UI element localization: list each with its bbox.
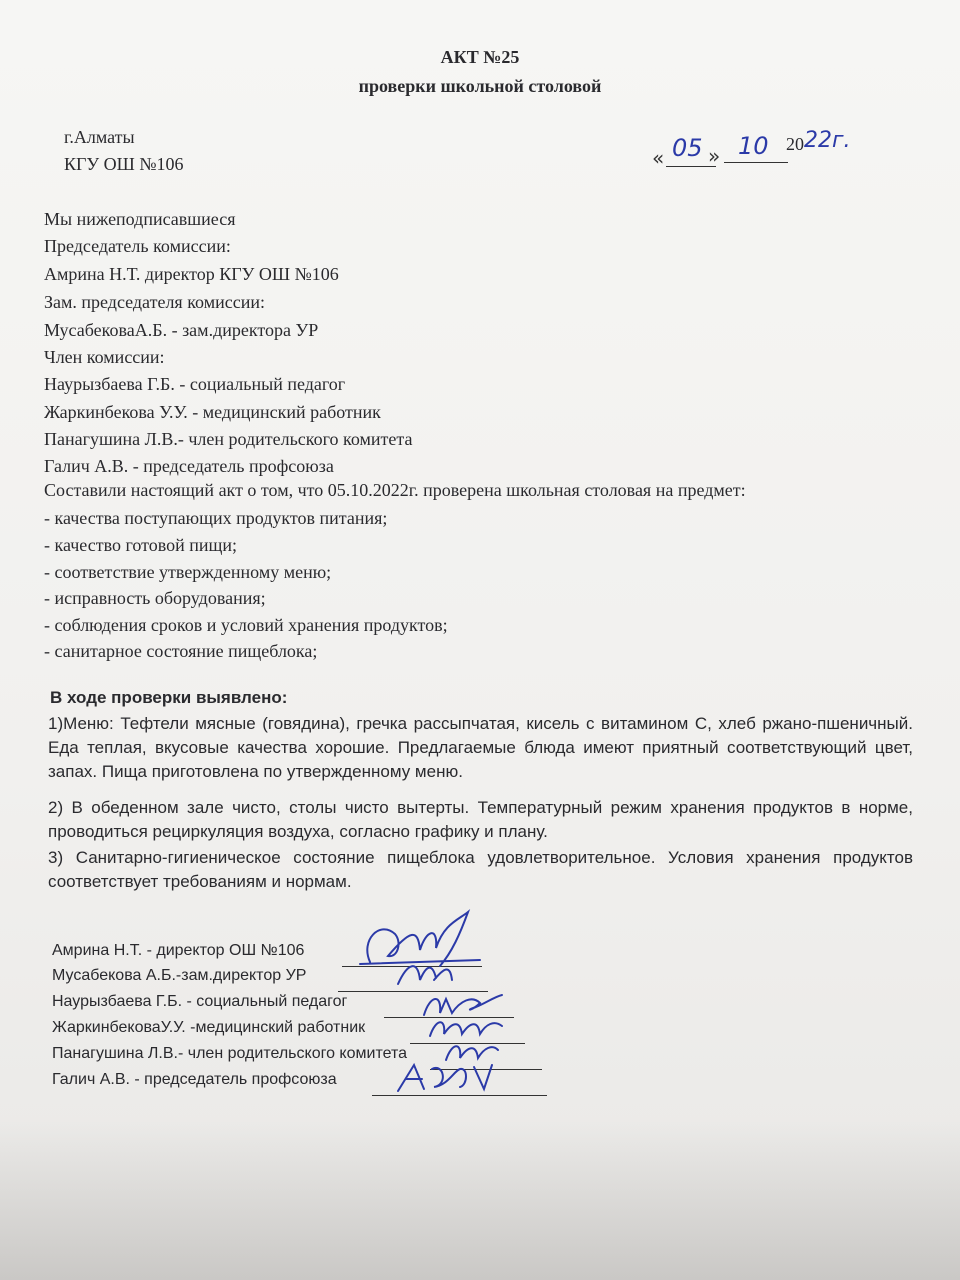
document-subtitle: проверки школьной столовой — [358, 76, 602, 96]
deputy-label: Зам. председателя комиссии: — [44, 292, 265, 312]
check-item-5: - соблюдения сроков и условий хранения продуктов; — [44, 615, 448, 635]
signature-row-3 — [52, 993, 347, 1019]
chair-label: Председатель комиссии: — [44, 236, 231, 256]
check-item-1: - качества поступающих продуктов питания; — [44, 508, 388, 528]
signatory-1: Амрина Н.Т. - директор ОШ №106 — [52, 942, 305, 959]
check-item-3: - соответствие утвержденному меню; — [44, 562, 332, 582]
purpose-line: Составили настоящий акт о том, что 05.10.2022г. проверена школьная столовая на предмет: — [44, 480, 746, 500]
signature-6-scribble — [388, 1055, 508, 1100]
date-month-underline — [724, 162, 788, 163]
signature-row-6 — [52, 1071, 337, 1097]
finding-2: 2) В обеденном зале чисто, столы чисто вытерты. Температурный режим хранения продуктов в норме, проводиться рециркуляция воздуха, согласно графику и плану. — [48, 798, 913, 841]
member-4: Галич А.В. - председатель профсоюза — [44, 456, 334, 476]
member-2: Жаркинбекова У.У. - медицинский работник — [44, 402, 381, 422]
finding-1: 1)Меню: Тефтели мясные (говядина), гречка рассыпчатая, кисель с витамином С, хлеб ржано-пшеничный. Еда теплая, вкусовые качества хорошие. Предлагаемые блюда имеют приятный соответствующий цвет, запах. Пища приготовлена по утвержденному меню. — [48, 714, 913, 781]
signature-row-5 — [52, 1045, 407, 1071]
signature-row-4 — [52, 1019, 365, 1045]
date-close-quote: » — [708, 144, 721, 168]
date-open-quote: « — [652, 146, 665, 170]
signatory-3: Наурызбаева Г.Б. - социальный педагог — [52, 993, 348, 1010]
intro-line: Мы нижеподписавшиеся — [44, 209, 236, 229]
date-day-underline — [666, 166, 716, 167]
date-field — [650, 128, 851, 172]
deputy-name: МусабековаА.Б. - зам.директора УР — [44, 320, 319, 340]
city: г.Алматы — [64, 127, 135, 147]
signatory-6: Галич А.В. - председатель профсоюза — [52, 1071, 337, 1088]
date-month: 10 — [738, 132, 769, 160]
check-item-6: - санитарное состояние пищеблока; — [44, 641, 318, 661]
signatory-2: Мусабекова А.Б.-зам.директор УР — [52, 967, 307, 984]
organization: КГУ ОШ №106 — [64, 154, 184, 174]
signatory-5: Панагушина Л.В.- член родительского комитета — [52, 1045, 407, 1062]
finding-3: 3) Санитарно-гигиеническое состояние пищеблока удовлетворительное. Условия хранения продуктов соответствует требованиям и нормам. — [48, 848, 913, 891]
date-year-prefix: 20 — [786, 134, 804, 154]
check-item-4: - исправность оборудования; — [44, 588, 266, 608]
signature-row-2 — [52, 967, 306, 993]
findings-heading: В ходе проверки выявлено: — [50, 688, 288, 707]
date-year-suffix: 22г. — [804, 128, 851, 153]
signature-row-1 — [52, 942, 304, 968]
photo-shadow — [0, 1120, 960, 1280]
check-item-2: - качество готовой пищи; — [44, 535, 238, 555]
signatory-4: ЖаркинбековаУ.У. -медицинский работник — [52, 1019, 366, 1036]
member-label: Член комиссии: — [44, 347, 165, 367]
chair-name: Амрина Н.Т. директор КГУ ОШ №106 — [44, 264, 339, 284]
date-day: 05 — [672, 134, 703, 162]
document-title: АКТ №25 — [440, 47, 520, 67]
member-1: Наурызбаева Г.Б. - социальный педагог — [44, 374, 346, 394]
member-3: Панагушина Л.В.- член родительского комитета — [44, 429, 413, 449]
